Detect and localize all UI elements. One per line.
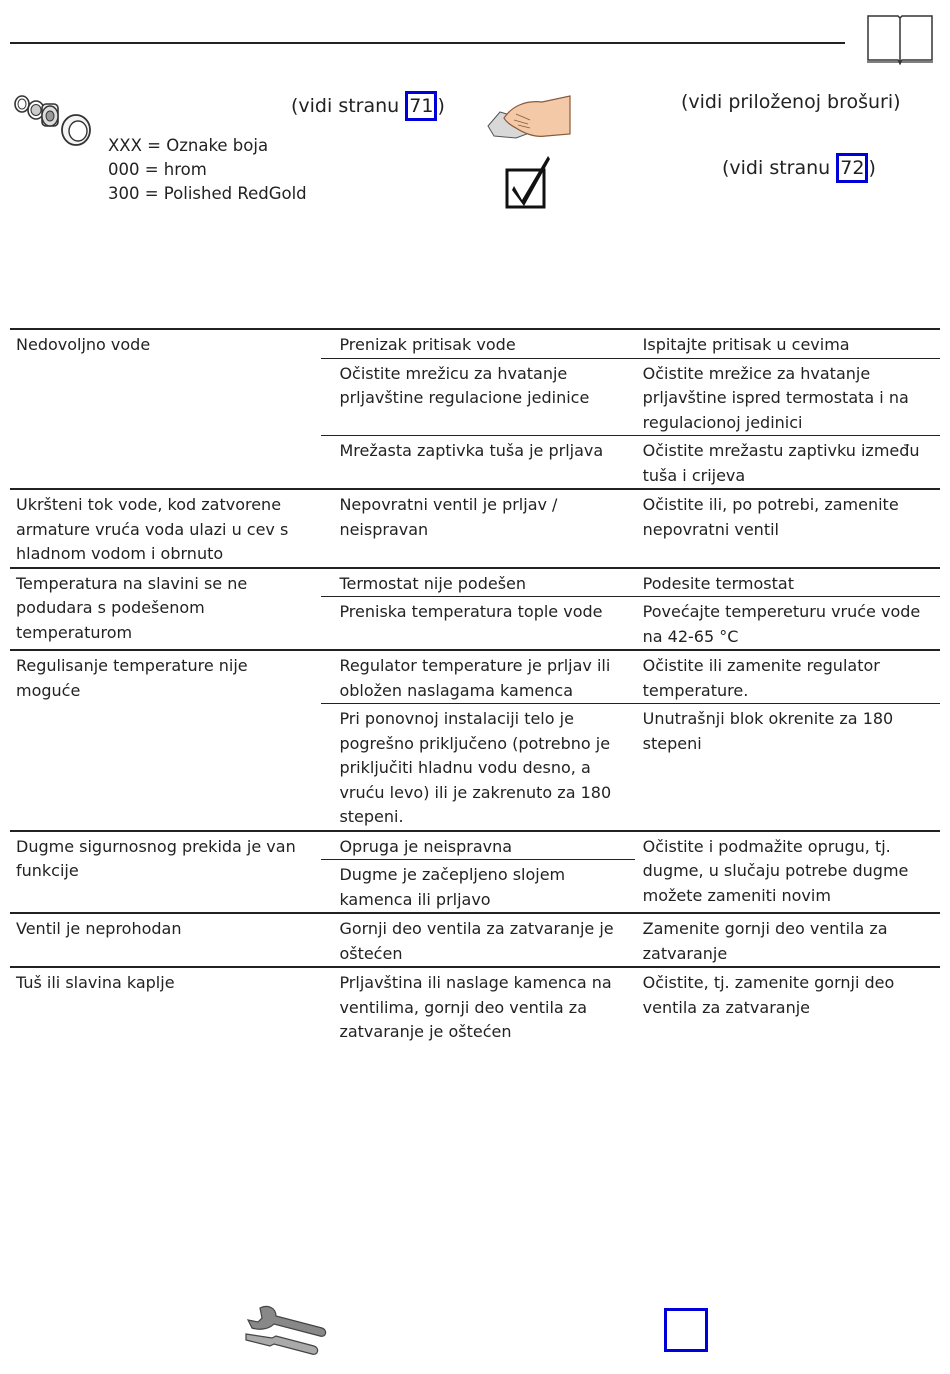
table-row	[10, 650, 940, 704]
cause-cell: Mrežasta zaptivka tuša je prljava	[321, 436, 634, 490]
see-page-text: (vidi stranu	[722, 157, 837, 179]
remedy-cell: Povećajte tempereturu vruće vode na 42-65 °C	[635, 597, 940, 651]
page-ref-71[interactable]: 71	[405, 91, 437, 121]
wrench-screwdriver-icon	[242, 1300, 328, 1358]
cause-cell: Prenizak pritisak vode	[321, 329, 634, 358]
color-code-line: 300 = Polished RedGold	[108, 184, 307, 203]
table-row	[10, 831, 940, 860]
cause-cell: Dugme je začepljeno slojem kamenca ili prljavo	[321, 860, 634, 914]
remedy-cell: Unutrašnji blok okrenite za 180 stepeni	[635, 704, 940, 831]
see-page-text: (vidi stranu	[291, 95, 406, 117]
remedy-cell: Očistite i podmažite oprugu, tj. dugme, u slučaju potrebe dugme možete zameniti novim	[635, 831, 940, 914]
hand-cloth-icon	[486, 92, 574, 148]
problem-cell: Nedovoljno vode	[10, 329, 321, 489]
problem-cell: Ukršteni tok vode, kod zatvorene armature vruća voda ulazi u cev s hladnom vodom i obrnuto	[10, 489, 321, 568]
color-codes	[108, 134, 307, 206]
problem-cell: Tuš ili slavina kaplje	[10, 967, 321, 1045]
cause-cell: Prljavština ili naslage kamenca na ventilima, gornji deo ventila za zatvaranje je oštećen	[321, 967, 634, 1045]
remedy-cell: Podesite termostat	[635, 568, 940, 597]
parts-see-page	[291, 91, 445, 121]
brochure-note: (vidi priloženoj brošuri)	[681, 91, 901, 113]
problem-cell: Dugme sigurnosnog prekida je van funkcije	[10, 831, 321, 914]
open-book-icon	[866, 12, 934, 66]
cause-cell: Opruga je neispravna	[321, 831, 634, 860]
remedy-cell: Očistite ili, po potrebi, zamenite nepovratni ventil	[635, 489, 940, 568]
cause-cell: Gornji deo ventila za zatvaranje je oštećen	[321, 913, 634, 967]
remedy-cell: Očistite mrežice za hvatanje prljavštine ispred termostata i na regulacionoj jedinici	[635, 358, 940, 436]
see-page-suffix: )	[868, 157, 876, 179]
cause-cell: Očistite mrežicu za hvatanje prljavštine regulacione jedinice	[321, 358, 634, 436]
cause-cell: Preniska temperatura tople vode	[321, 597, 634, 651]
cause-cell: Termostat nije podešen	[321, 568, 634, 597]
rings-knob-icon	[12, 90, 98, 148]
checkbox-check-icon	[504, 152, 554, 210]
remedy-cell: Očistite, tj. zamenite gornji deo ventila za zatvaranje	[635, 967, 940, 1045]
table-row	[10, 329, 940, 358]
problem-cell: Temperatura na slavini se ne podudara s podešenom temperaturom	[10, 568, 321, 651]
problem-cell: Ventil je neprohodan	[10, 913, 321, 967]
see-page-suffix: )	[437, 95, 445, 117]
table-row	[10, 568, 940, 597]
brochure-see-page	[722, 153, 876, 183]
remedy-cell: Očistite ili zamenite regulator temperature.	[635, 650, 940, 704]
remedy-cell: Zamenite gornji deo ventila za zatvaranje	[635, 913, 940, 967]
cause-cell: Regulator temperature je prljav ili obložen naslagama kamenca	[321, 650, 634, 704]
color-code-line: XXX = Oznake boja	[108, 136, 269, 155]
cause-cell: Nepovratni ventil je prljav / neispravan	[321, 489, 634, 568]
header-rule	[10, 42, 845, 44]
blue-square-icon	[664, 1308, 708, 1352]
color-code-line: 000 = hrom	[108, 160, 207, 179]
table-row	[10, 489, 940, 568]
remedy-cell: Očistite mrežastu zaptivku između tuša i crijeva	[635, 436, 940, 490]
problem-cell: Regulisanje temperature nije moguće	[10, 650, 321, 831]
table-row	[10, 967, 940, 1045]
table-row	[10, 913, 940, 967]
troubleshooting-table	[10, 328, 940, 1045]
remedy-cell: Ispitajte pritisak u cevima	[635, 329, 940, 358]
cause-cell: Pri ponovnoj instalaciji telo je pogrešno priključeno (potrebno je priključiti hladnu vodu desno, a vruću levo) ili je zakrenuto za 180 stepeni.	[321, 704, 634, 831]
page-ref-72[interactable]: 72	[836, 153, 868, 183]
